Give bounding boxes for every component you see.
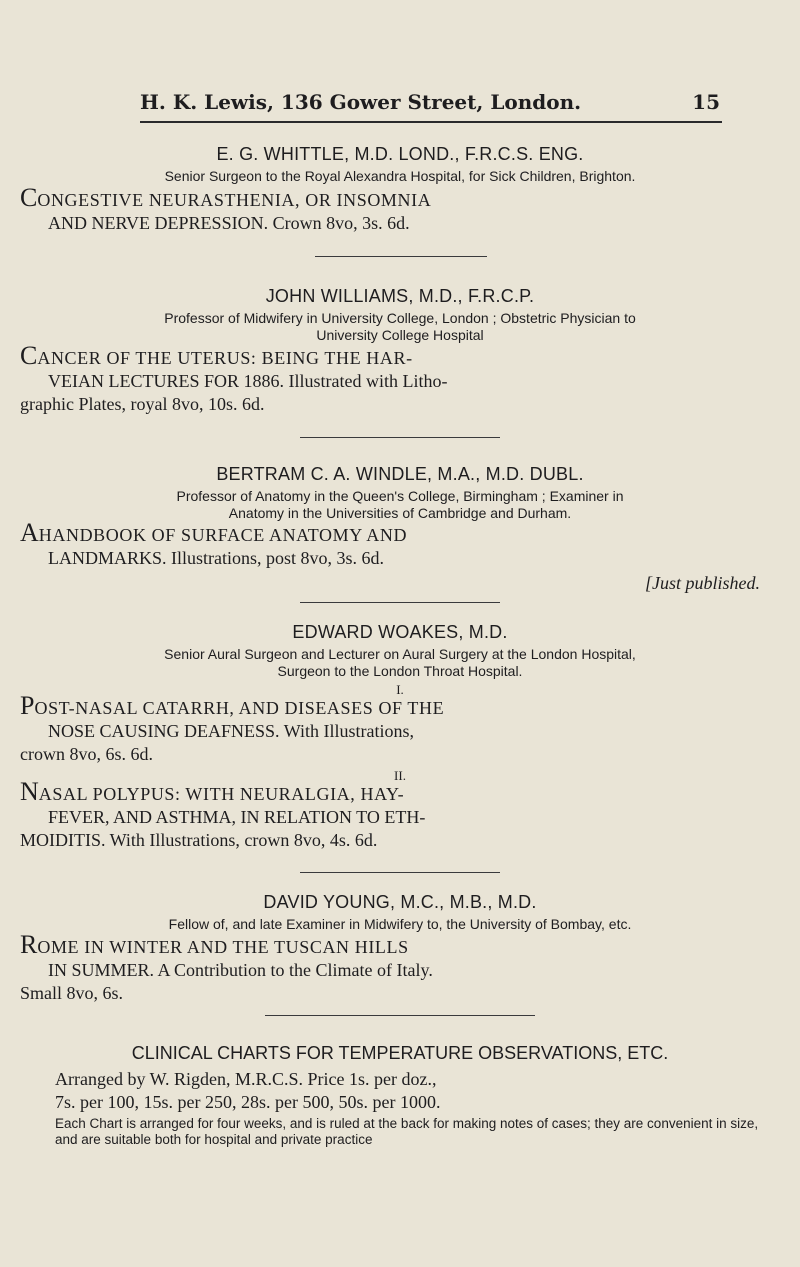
author-name: JOHN WILLIAMS, M.D., F.R.C.P. — [265, 286, 535, 306]
book-title-continued: NOSE CAUSING DEAFNESS. With Illustrations, — [48, 721, 414, 741]
book-title: ONGESTIVE NEURASTHENIA, OR INSOMNIA — [37, 190, 432, 210]
book-title-continued: VEIAN LECTURES FOR 1886. Illustrated with Litho- — [48, 371, 448, 391]
drop-cap: P — [20, 691, 35, 720]
header-rule — [140, 121, 722, 123]
author-name: E. G. WHITTLE, M.D. LOND., F.R.C.S. ENG. — [216, 144, 584, 164]
charts-title: CLINICAL CHARTS FOR TEMPERATURE OBSERVATIONS, ETC. — [131, 1043, 669, 1063]
book-details: crown 8vo, 6s. 6d. — [20, 744, 153, 764]
author-credentials: Fellow of, and late Examiner in Midwifery to, the University of Bombay, etc. — [168, 916, 632, 932]
book-title-continued: FEVER, AND ASTHMA, IN RELATION TO ETH- — [48, 807, 426, 827]
book-title: HANDBOOK OF SURFACE ANATOMY AND — [38, 525, 408, 545]
book-details: graphic Plates, royal 8vo, 10s. 6d. — [20, 394, 265, 414]
book-title-continued: AND NERVE DEPRESSION. Crown 8vo, 3s. 6d. — [48, 213, 410, 233]
author-name: DAVID YOUNG, M.C., M.B., M.D. — [263, 892, 537, 912]
book-entry — [20, 691, 760, 766]
book-title-continued: IN SUMMER. A Contribution to the Climate of Italy. — [48, 960, 433, 980]
author-credentials: University College Hospital — [316, 327, 484, 343]
drop-cap: A — [20, 518, 39, 547]
charts-prices: 7s. per 100, 15s. per 250, 28s. per 500, 50s. per 1000. — [55, 1092, 441, 1112]
page-number: 15 — [692, 90, 720, 114]
book-entry — [20, 777, 760, 852]
author-credentials: Senior Aural Surgeon and Lecturer on Aural Surgery at the London Hospital, — [164, 646, 636, 662]
book-entry — [20, 341, 760, 416]
author-credentials: Professor of Anatomy in the Queen's College, Birmingham ; Examiner in — [176, 488, 624, 504]
book-details: Small 8vo, 6s. — [20, 983, 124, 1003]
author-name: BERTRAM C. A. WINDLE, M.A., M.D. DUBL. — [216, 464, 584, 484]
book-title: ANCER OF THE UTERUS: BEING THE HAR- — [37, 348, 413, 368]
author-name: EDWARD WOAKES, M.D. — [292, 622, 508, 642]
book-entry — [20, 183, 760, 235]
author-credentials: Professor of Midwifery in University College, London ; Obstetric Physician to — [164, 310, 636, 326]
book-title: ASAL POLYPUS: WITH NEURALGIA, HAY- — [38, 784, 405, 804]
book-details: MOIDITIS. With Illustrations, crown 8vo, 4s. 6d. — [20, 830, 378, 850]
section-rule — [315, 256, 487, 257]
author-credentials: Surgeon to the London Throat Hospital. — [277, 663, 523, 679]
book-title: OST-NASAL CATARRH, AND DISEASES OF THE — [34, 698, 445, 718]
drop-cap: N — [20, 777, 39, 806]
drop-cap: C — [20, 341, 38, 370]
charts-description: Each Chart is arranged for four weeks, and is ruled at the back for making notes of cases; they are convenient in size, and are suitable both for hospital and private practice — [55, 1116, 759, 1147]
book-entry — [20, 930, 760, 1005]
publisher-address: H. K. Lewis, 136 Gower Street, London. — [140, 90, 582, 114]
book-entry — [20, 518, 760, 570]
book-title-continued: LANDMARKS. Illustrations, post 8vo, 3s. 6d. — [48, 548, 385, 568]
drop-cap: C — [20, 183, 38, 212]
author-credentials: Senior Surgeon to the Royal Alexandra Hospital, for Sick Children, Brighton. — [164, 168, 636, 184]
book-title: OME IN WINTER AND THE TUSCAN HILLS — [37, 937, 409, 957]
section-rule — [265, 1015, 535, 1016]
section-rule — [300, 437, 500, 438]
author-credentials: Anatomy in the Universities of Cambridge and Durham. — [228, 505, 572, 521]
section-rule — [300, 872, 500, 873]
book-numeral: II. — [394, 768, 406, 783]
charts-arrangement: Arranged by W. Rigden, M.R.C.S. Price 1s. per doz., — [55, 1069, 437, 1089]
section-rule — [300, 602, 500, 603]
publication-note: [Just published. — [645, 573, 760, 593]
book-numeral: I. — [396, 682, 404, 697]
running-header — [140, 90, 720, 118]
drop-cap: R — [20, 930, 38, 959]
